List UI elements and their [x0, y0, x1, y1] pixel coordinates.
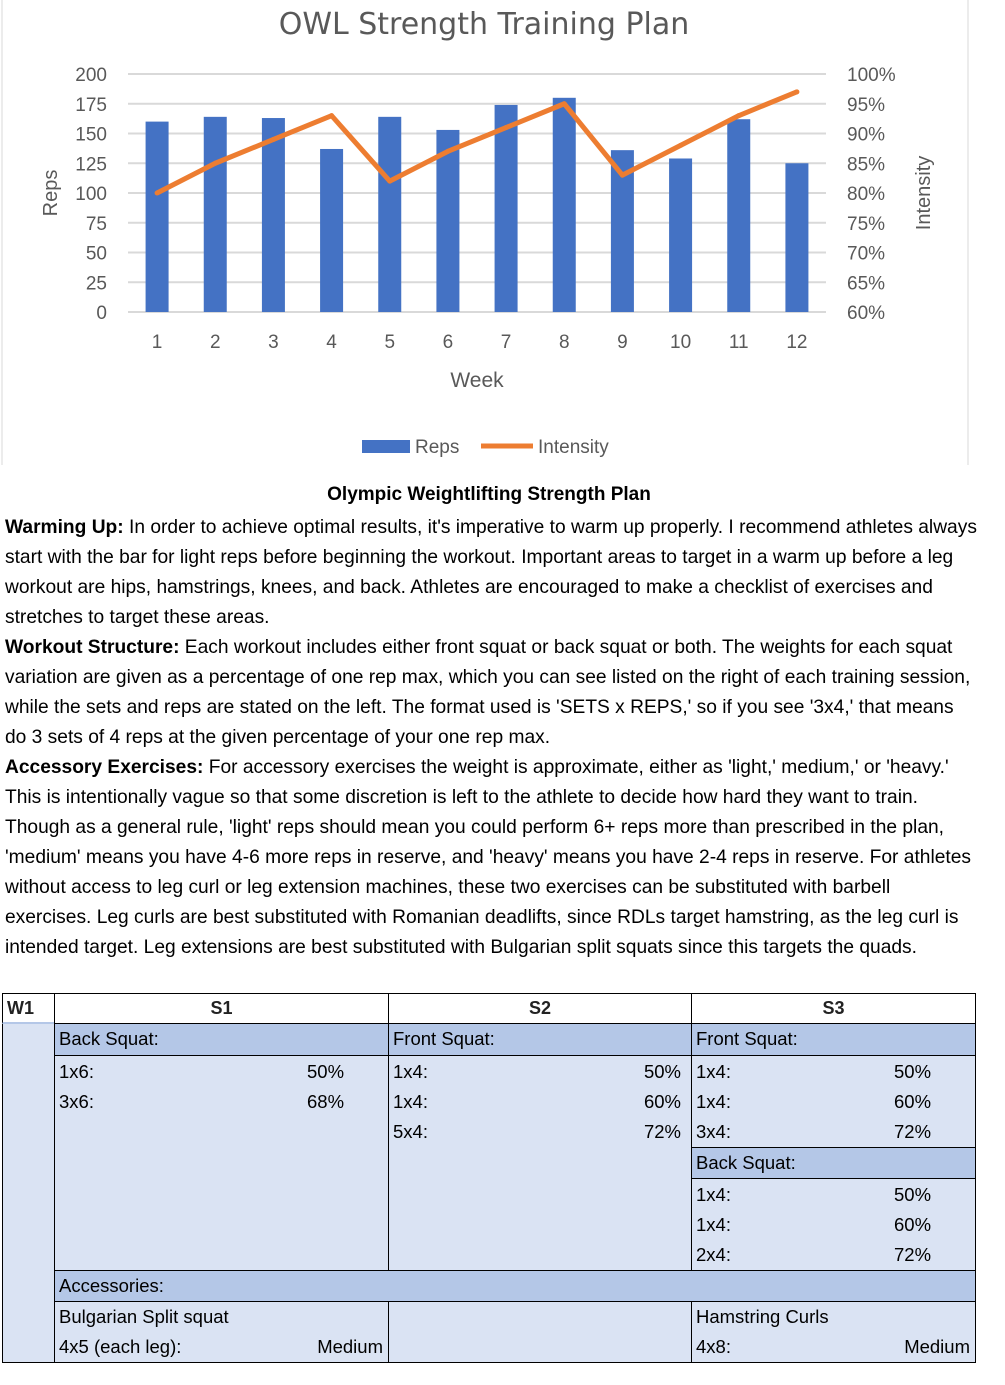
bar-reps-week-7: [495, 105, 518, 312]
intensity-point-week-5: [387, 179, 392, 184]
x-tick-label: 7: [500, 332, 512, 353]
legend-reps-swatch: [362, 440, 410, 453]
percentage: 68%: [307, 1091, 345, 1112]
intensity-point-week-2: [213, 161, 218, 166]
s1-exercise-header: [54, 1023, 389, 1056]
accessory-weight: Medium: [904, 1336, 970, 1357]
accessory-sets: 4x8:: [696, 1336, 731, 1357]
intensity-point-week-3: [271, 137, 276, 142]
bar-reps-week-3: [262, 118, 285, 312]
percentage: 60%: [643, 1091, 681, 1112]
bar-reps-week-11: [727, 119, 750, 312]
sets-reps: 3x6:: [59, 1091, 94, 1112]
accessory-sets: 4x5 (each leg):: [59, 1336, 182, 1357]
percentage: 60%: [894, 1091, 932, 1112]
y-axis-label: Reps: [40, 169, 62, 217]
exercise-name: Back Squat:: [59, 1028, 159, 1049]
x-tick-label: 9: [617, 332, 628, 353]
accessory-name: Bulgarian Split squat: [59, 1306, 229, 1327]
s1-accessory: [54, 1301, 389, 1363]
intensity-point-week-12: [794, 89, 799, 94]
y2-tick-label: 70%: [847, 243, 886, 265]
week-label: W1: [2, 993, 55, 1024]
s3-sets: [691, 1055, 976, 1148]
intensity-point-week-6: [445, 149, 450, 154]
accessories-header: [54, 1270, 976, 1302]
chart-title: OWL Strength Training Plan: [278, 7, 690, 42]
paragraph-label: Accessory Exercises:: [5, 757, 204, 778]
body-text: [5, 513, 980, 963]
bar-reps-week-8: [553, 98, 576, 312]
sets-reps: 1x4:: [393, 1061, 428, 1082]
s3-sets-2: [691, 1178, 976, 1271]
session-header-s1: S1: [54, 993, 389, 1024]
x-tick-label: 4: [326, 332, 337, 353]
sets-reps: 1x6:: [59, 1061, 94, 1082]
sets-reps: 2x4:: [696, 1244, 731, 1265]
accessory-weight: Medium: [317, 1336, 383, 1357]
y-tick-label: 125: [75, 154, 107, 176]
y-tick-label: 0: [96, 303, 107, 324]
week-column: [2, 993, 55, 1363]
y-tick-label: 100: [75, 184, 107, 205]
paragraph-text: In order to achieve optimal results, it's imperative to warm up properly. I recommend athletes always start with the bar for light reps before beginning the workout. Important areas to target in a warm up before a leg workout are hips, hamstrings, knees, and back. Athletes are encouraged to make a checklist of exercises and stretches to target these areas.: [5, 517, 977, 628]
y-tick-label: 175: [75, 94, 107, 116]
sets-reps: 1x4:: [696, 1184, 731, 1205]
x-tick-label: 11: [728, 332, 749, 353]
paragraph-workout-structure: [5, 637, 970, 748]
session-header-s2: S2: [388, 993, 692, 1024]
percentage: 50%: [894, 1061, 932, 1082]
s2-accessory: [388, 1301, 692, 1363]
percentage: 60%: [894, 1214, 932, 1235]
sets-reps: 1x4:: [696, 1091, 731, 1112]
x-tick-label: 1: [151, 332, 163, 353]
bar-reps-week-1: [146, 122, 169, 312]
percentage: 72%: [643, 1121, 681, 1142]
x-tick-label: 8: [558, 332, 570, 353]
y2-tick-label: 60%: [847, 303, 886, 324]
s3-exercise-header-2: [691, 1147, 976, 1179]
s1-sets: [54, 1055, 389, 1271]
accessory-name: Hamstring Curls: [696, 1306, 829, 1327]
intensity-point-week-7: [504, 125, 509, 130]
sets-reps: 1x4:: [696, 1061, 731, 1082]
legend-intensity-label: Intensity: [538, 437, 609, 458]
percentage: 50%: [307, 1061, 345, 1082]
intensity-point-week-1: [155, 191, 160, 196]
y2-tick-label: 85%: [847, 154, 886, 176]
y2-tick-label: 90%: [847, 124, 886, 146]
paragraph-label: Warming Up:: [5, 517, 124, 538]
sets-reps: 1x4:: [393, 1091, 428, 1112]
sets-reps: 3x4:: [696, 1121, 731, 1142]
y-tick-label: 75: [85, 213, 107, 235]
y-tick-label: 200: [75, 65, 107, 86]
x-tick-label: 3: [268, 332, 279, 353]
x-axis-label: Week: [450, 369, 504, 392]
bar-reps-week-12: [785, 163, 808, 312]
y2-tick-label: 80%: [847, 184, 886, 205]
bar-reps-week-10: [669, 158, 692, 312]
intensity-line: [157, 92, 797, 193]
accessories-label: Accessories:: [59, 1275, 164, 1296]
paragraph-text: For accessory exercises the weight is approximate, either as 'light,' medium,' or 'heavy.' This is intentionally vague so that some discretion is left to the athlete to decide how hard they want to train. Though as a general rule, 'light' reps should mean you could perform 6+ reps more than prescribed in the plan, 'medium' means you have 4-6 more reps in reserve, and 'heavy' means you have 2-4 reps in reserve. For athletes without access to leg curl or leg extension machines, these two exercises can be substituted with barbell exercises. Leg curls are best substituted with Romanian deadlifts, since RDLs target hamstring, as the leg curl is intended target. Leg extensions are best substituted with Bulgarian split squats since this targets the quads.: [5, 757, 971, 958]
s2-exercise-header: [388, 1023, 692, 1056]
intensity-point-week-4: [329, 113, 334, 118]
percentage: 50%: [894, 1184, 932, 1205]
paragraph-accessory-exercises: [5, 757, 971, 958]
bar-reps-week-2: [204, 117, 227, 312]
sets-reps: 1x4:: [696, 1214, 731, 1235]
intensity-point-week-8: [562, 101, 567, 106]
percentage: 72%: [894, 1244, 932, 1265]
x-tick-label: 5: [384, 332, 396, 353]
document-title: Olympic Weightlifting Strength Plan: [327, 484, 651, 505]
y2-tick-label: 95%: [847, 94, 886, 116]
y-tick-label: 25: [85, 273, 107, 295]
y2-tick-label: 100%: [847, 65, 896, 86]
x-tick-label: 2: [209, 332, 221, 353]
bar-reps-week-4: [320, 149, 343, 312]
y-tick-label: 50: [85, 243, 107, 265]
session-header-s3: S3: [691, 993, 976, 1024]
y-tick-label: 150: [75, 124, 107, 146]
paragraph-text: Each workout includes either front squat or back squat or both. The weights for each squat variation are given as a percentage of one rep max, which you can see listed on the right of each training session, while the sets and reps are stated on the left. The format used is 'SETS x REPS,' so if you see '3x4,' that means do 3 sets of 4 reps at the given percentage of your one rep max.: [5, 637, 971, 748]
percentage: 72%: [894, 1121, 932, 1142]
x-tick-label: 10: [670, 332, 692, 353]
y2-tick-label: 65%: [847, 273, 886, 295]
exercise-name: Front Squat:: [393, 1028, 495, 1049]
y2-axis-label: Intensity: [913, 155, 935, 231]
legend-reps-label: Reps: [415, 437, 460, 458]
intensity-point-week-10: [678, 143, 683, 148]
sets-reps: 5x4:: [393, 1121, 428, 1142]
paragraph-label: Workout Structure:: [5, 637, 180, 658]
y2-tick-label: 75%: [847, 213, 886, 235]
exercise-name: Front Squat:: [696, 1028, 798, 1049]
paragraph-warming-up: [5, 517, 977, 628]
bar-reps-week-5: [378, 117, 401, 312]
exercise-name: Back Squat:: [696, 1152, 796, 1173]
combo-chart: [0, 0, 1005, 465]
x-tick-label: 6: [442, 332, 454, 353]
s3-exercise-header: [691, 1023, 976, 1056]
intensity-point-week-11: [736, 113, 741, 118]
x-tick-label: 12: [786, 332, 808, 353]
percentage: 50%: [643, 1061, 681, 1082]
s3-accessory: [691, 1301, 976, 1363]
s2-sets: [388, 1055, 692, 1271]
intensity-point-week-9: [620, 173, 625, 178]
